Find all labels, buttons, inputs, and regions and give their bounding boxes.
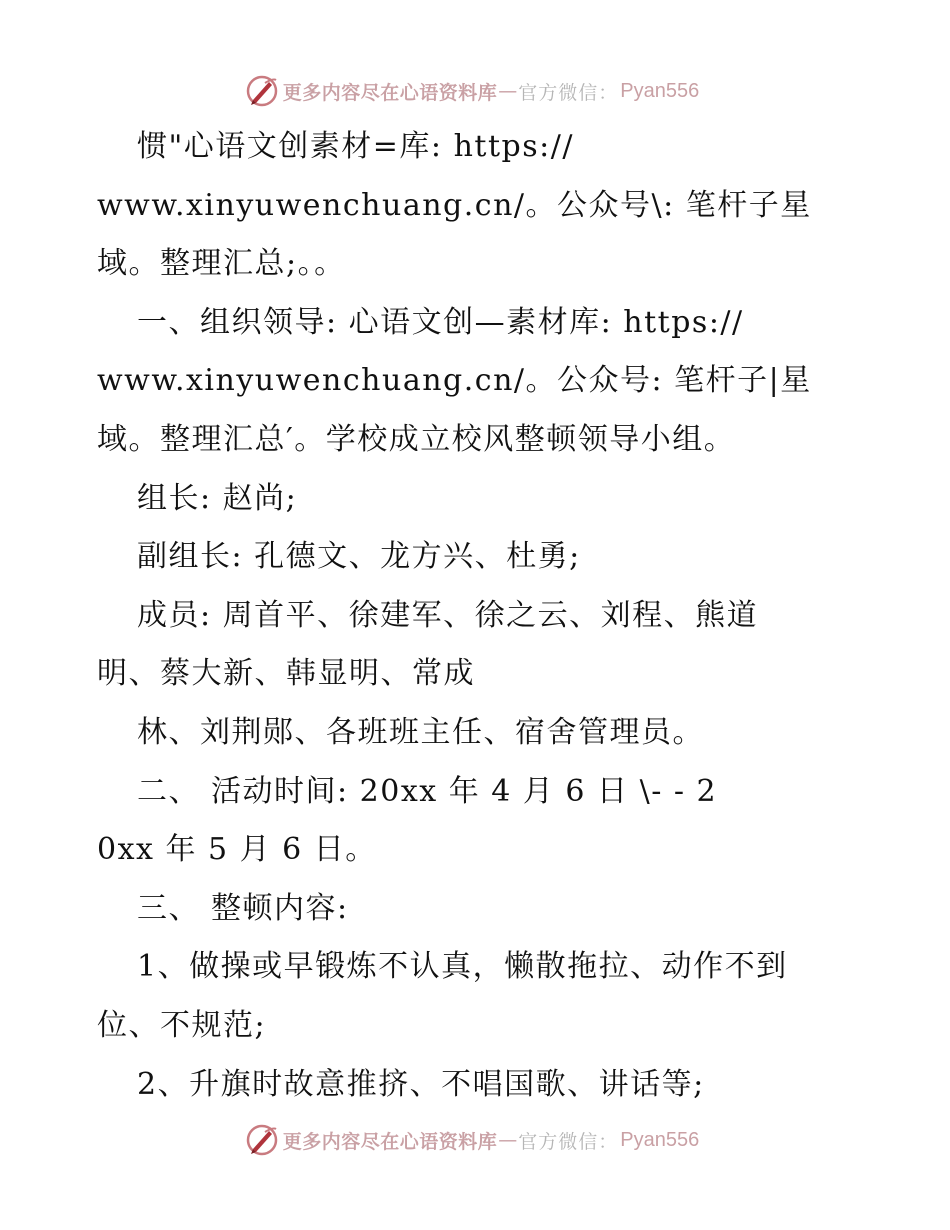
text-line: 域。整理汇总′。学校成立校风整顿领导小组。 [97, 421, 736, 457]
list-item: 2、升旗时故意推挤、不唱国歌、讲话等; [137, 1066, 705, 1102]
header-banner [0, 71, 950, 111]
text-line: www.xinyuwenchuang.cn/。公众号: 笔杆子|星 [97, 363, 812, 399]
list-item: 1、做操或早锻炼不认真，懒散拖拉、动作不到 [137, 949, 788, 985]
text-line: 明、蔡大新、韩显明、常成 [97, 656, 475, 692]
header-subtitle: 官方微信： [518, 81, 619, 104]
footer-banner [0, 1120, 950, 1160]
footer-subtitle: 官方微信： [518, 1130, 619, 1153]
footer-dash: — [498, 1129, 518, 1151]
section-heading: 二、 活动时间: 20xx 年 4 月 6 日 \- - 2 [137, 773, 718, 809]
text-line: www.xinyuwenchuang.cn/。公众号\: 笔杆子星 [97, 187, 812, 223]
document-body [97, 118, 857, 1114]
text-line: 域。整理汇总;。。 [97, 246, 346, 282]
members-line: 成员: 周首平、徐建军、徐之云、刘程、熊道 [137, 597, 759, 633]
leader-line: 组长: 赵尚; [137, 480, 298, 516]
text-line: 林、刘荆郧、各班班主任、宿舍管理员。 [137, 714, 704, 750]
header-dash: — [498, 80, 518, 102]
pen-logo-icon [245, 74, 279, 108]
pen-logo-icon [245, 1123, 279, 1157]
section-heading: 三、 整顿内容: [137, 890, 349, 926]
text-line: 位、不规范; [97, 1007, 267, 1043]
footer-brand-text: 更多内容尽在心语资料库 [282, 1130, 498, 1153]
text-line: 惯"心语文创素材=库: https:// [137, 129, 574, 164]
footer-wechat-id: Pyan556 [620, 1128, 700, 1151]
section-heading: 一、组织领导: 心语文创—素材库: https:// [137, 304, 744, 340]
text-line: 0xx 年 5 月 6 日。 [97, 832, 377, 868]
header-wechat-id: Pyan556 [620, 79, 700, 102]
deputy-leader-line: 副组长: 孔德文、龙方兴、杜勇; [137, 539, 581, 575]
header-brand-text: 更多内容尽在心语资料库 [282, 81, 498, 104]
